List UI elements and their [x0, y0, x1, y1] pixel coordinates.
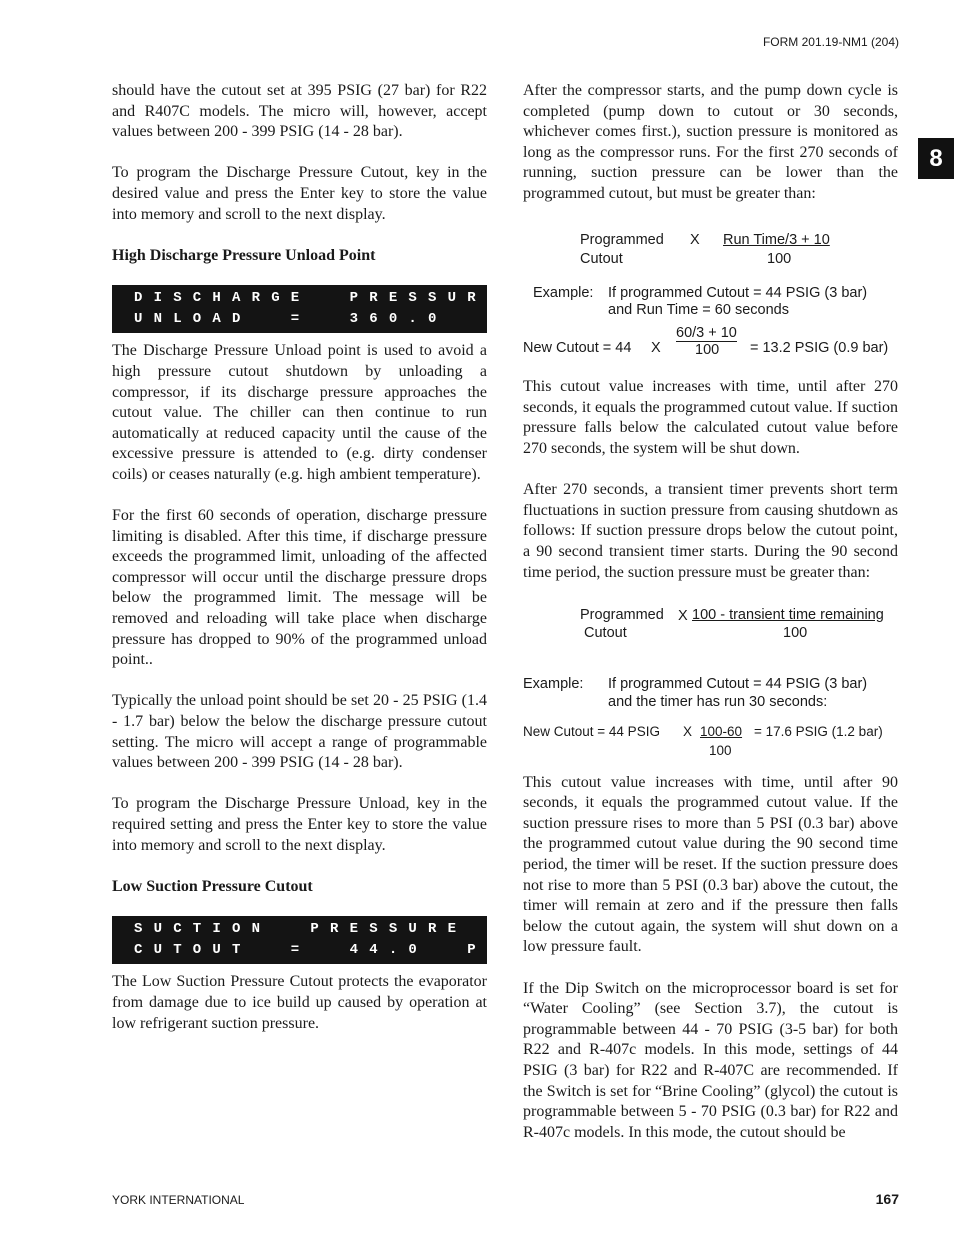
form-number: FORM 201.19-NM1 (204)	[762, 35, 899, 49]
example-line: and the timer has run 30 seconds:	[608, 693, 828, 710]
display-line-2: CUTOUT = 44.0 PSIG	[134, 942, 546, 959]
calc-left: New Cutout = 44 PSIG	[523, 723, 660, 739]
formula-label-top: Programmed	[580, 232, 664, 249]
lcd-display	[112, 916, 546, 964]
calc-left: New Cutout = 44	[523, 340, 632, 357]
calc-numerator: 60/3 + 10	[676, 325, 737, 342]
footer-company: YORK INTERNATIONAL	[112, 1193, 245, 1207]
paragraph: should have the cutout set at 395 PSIG (27 bar) for R22 and R407C models. The micro will, however, accept values between 200 - 399 PSIG (14 - 28 bar).	[112, 82, 487, 141]
example-block	[523, 675, 898, 773]
formula-numerator: Run Time/3 + 10	[723, 232, 830, 249]
paragraph: This cutout value increases with time, until after 270 seconds, it equals the programmed cutout value. If suction pressure falls below the calculated cutout value before 270 seconds, the system will be shut down.	[523, 378, 898, 457]
example-line: and Run Time = 60 seconds	[608, 302, 789, 319]
paragraph: The Discharge Pressure Unload point is used to avoid a high pressure cutout shutdown by unloading a compressor, if its discharge pressure approaches the cutout value. The chiller can then continue to run automatically at reduced capacity until the cause of the excessive pressure is attended to (e.g. dirty condenser coils) or ceases naturally (e.g. high ambient temperature).	[112, 342, 487, 483]
paragraph: For the first 60 seconds of operation, discharge pressure limiting is disabled. After this time, if discharge pressure exceeds the programmed limit, unloading of the affected compressor will occur until the discharge pressure drops below the programmed limit. The message will be removed and reloading will take place when discharge pressure has dropped to 90% of the programmed unload point..	[112, 507, 487, 669]
paragraph: To program the Discharge Pressure Unload, key in the required setting and press the Enter key to store the value into memory and scroll to the next display.	[112, 795, 487, 854]
times-symbol: X	[690, 232, 700, 249]
paragraph: After the compressor starts, and the pump down cycle is completed (pump down to cutout or 30 seconds, whichever comes first.), suction pressure is monitored as long as the compressor runs. For the first 270 seconds of running, suction pressure can be lower than the programmed cutout, but must be greater than:	[523, 82, 898, 202]
example-label: Example:	[523, 675, 584, 692]
formula-numerator: 100 - transient time remaining	[692, 606, 884, 623]
paragraph: Typically the unload point should be set 20 - 25 PSIG (1.4 - 1.7 bar) below the below the discharge pressure cutout setting. The micro will accept a range of programmable values between 200 - 399 PSIG (14 - 28 bar).	[112, 692, 487, 772]
calc-denominator: 100	[709, 742, 732, 758]
display-line-1: DISCHARGE PRESSURE	[134, 290, 507, 307]
calculation-block	[523, 325, 898, 377]
display-line-2: UNLOAD = 360.0 PSIG	[134, 311, 566, 328]
example-label: Example:	[533, 285, 594, 302]
display-line-1: SUCTION PRESSURE	[134, 921, 468, 938]
formula-denominator: 100	[783, 624, 808, 641]
right-column	[523, 81, 898, 1164]
paragraph: If the Dip Switch on the microprocessor board is set for “Water Cooling” (see Section 3.7), the cutout is programmable between 44 - 70 PSIG (3-5 bar) for both R22 and R-407c models. In this mode, settings of 44 PSIG (3 bar) for R22 and R-407C are recommended. If the Switch is set for “Brine Cooling” (glycol) the cutout is programmable between 5 - 70 PSIG (0.3 bar) for R22 and R-407c models. In this mode, the cutout should be	[523, 979, 898, 1141]
example-line: If programmed Cutout = 44 PSIG (3 bar)	[608, 285, 868, 302]
formula-label-top: Programmed	[580, 606, 664, 623]
example-line: If programmed Cutout = 44 PSIG (3 bar)	[608, 675, 868, 692]
times-symbol: X	[683, 723, 693, 739]
times-symbol: X	[678, 607, 688, 624]
formula-label-bottom: Cutout	[580, 251, 623, 268]
section-tab: 8	[918, 138, 954, 179]
paragraph: To program the Discharge Pressure Cutout, key in the desired value and press the Enter key to store the value into memory and scroll to the next display.	[112, 164, 487, 223]
formula-block	[523, 223, 898, 319]
formula-label-bottom: Cutout	[584, 624, 627, 641]
page-number: 167	[875, 1191, 899, 1207]
paragraph: This cutout value increases with time, until after 90 seconds, it equals the programmed cutout value. If the suction pressure rises to more than 5 PSI (0.3 bar) above the programmed cutout value during the 90 second time period, the timer will be reset. If the suction pressure does not rise to more than 5 PSI (0.3 bar) above the cutout, the timer will remain at zero and if the pressure then falls below the cutout again, the system will shut down on a low pressure fault.	[523, 773, 898, 956]
section-heading: High Discharge Pressure Unload Point	[112, 246, 376, 264]
section-heading: Low Suction Pressure Cutout	[112, 877, 313, 895]
calc-denominator: 100	[695, 342, 720, 359]
calc-numerator: 100-60	[700, 723, 743, 739]
formula-denominator: 100	[767, 251, 792, 268]
calc-result: = 13.2 PSIG (0.9 bar)	[750, 340, 889, 357]
paragraph: After 270 seconds, a transient timer prevents short term fluctuations in suction pressure from causing shutdown as follows: If suction pressure drops below the cutout point, a 90 second transient timer starts. During the 90 second time period, the suction pressure must be greater than:	[523, 481, 898, 581]
calc-result: = 17.6 PSIG (1.2 bar)	[754, 723, 883, 739]
paragraph: The Low Suction Pressure Cutout protects the evaporator from damage due to ice build up caused by operation at low refrigerant suction pressure.	[112, 973, 487, 1032]
times-symbol: X	[651, 340, 661, 357]
